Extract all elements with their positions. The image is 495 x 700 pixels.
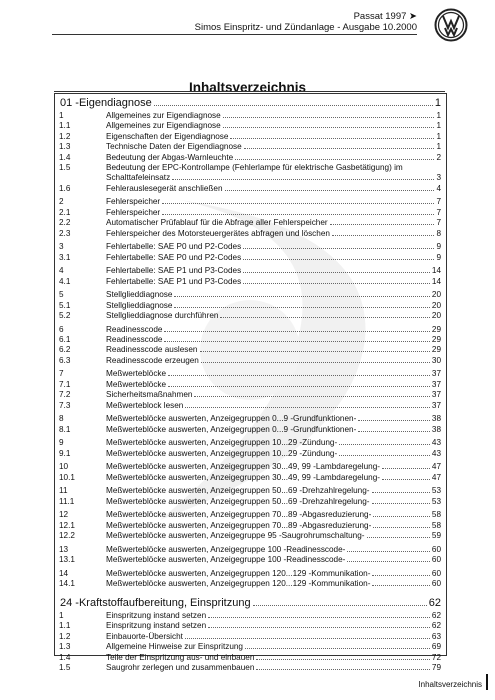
- toc-number: 1.1: [59, 121, 71, 131]
- toc-label: Schalttafeleinsatz: [106, 173, 171, 183]
- toc-number: 14: [59, 568, 69, 578]
- toc-number: 1.1: [59, 621, 71, 631]
- toc-page-number: 58: [431, 510, 441, 520]
- toc-number: 1.2: [59, 631, 71, 641]
- toc-number: 13: [59, 544, 69, 554]
- toc-entry[interactable]: [59, 544, 441, 554]
- toc-number: 5.2: [59, 311, 71, 320]
- toc-label: Meßwerteblöcke auswerten, Anzeigegruppen 10...29 -Zündung-: [106, 448, 338, 458]
- toc-label: Saugrohr zerlegen und zusammenbauen: [106, 663, 255, 672]
- toc-number: 1.6: [59, 183, 71, 193]
- toc-page-number: 53: [431, 496, 441, 506]
- footer-label: Inhaltsverzeichnis: [418, 680, 482, 689]
- toc-leader: [339, 443, 430, 445]
- header-subtitle: Simos Einspritz- und Zündanlage - Ausgabe 10.2000: [194, 22, 417, 33]
- toc-label: Meßwerteblöcke auswerten, Anzeigegruppen 10...29 -Zündung-: [106, 438, 338, 448]
- toc-entry[interactable]: [59, 242, 441, 252]
- toc-leader: [208, 616, 430, 618]
- toc-page-number: 43: [431, 448, 441, 458]
- toc-number: 11.1: [59, 496, 75, 506]
- toc-leader: [174, 295, 429, 297]
- toc-entry[interactable]: [59, 510, 441, 520]
- toc-label: Fehlertabelle: SAE P0 und P2-Codes: [106, 242, 242, 252]
- toc-entry[interactable]: [59, 276, 441, 286]
- toc-leader: [168, 374, 430, 376]
- toc-number: 9.1: [59, 448, 71, 458]
- toc-label: Meßwerteblöcke auswerten, Anzeigegruppe 100 -Readinesscode-: [106, 555, 346, 564]
- toc-label: Bedeutung der Abgas-Warnleuchte: [106, 152, 234, 162]
- toc-leader: [185, 637, 430, 639]
- toc-leader: [223, 116, 435, 118]
- toc-page-number: 20: [431, 300, 441, 310]
- toc-leader: [174, 306, 429, 308]
- toc-number: 5.1: [59, 300, 71, 310]
- toc-number: 1.4: [59, 152, 71, 162]
- toc-number: 12: [59, 510, 69, 520]
- toc-number: 1.5: [59, 163, 71, 172]
- toc-entry[interactable]: [59, 152, 441, 162]
- toc-entry[interactable]: [59, 290, 441, 300]
- toc-label: Readinesscode erzeugen: [106, 355, 199, 365]
- toc-leader: [164, 340, 429, 342]
- toc-leader: [200, 350, 430, 352]
- toc-entry[interactable]: [59, 379, 441, 389]
- toc-label: Meßwerteblöcke auswerten, Anzeigegruppen 120...129 -Kommunikation-: [106, 568, 371, 578]
- toc-entry[interactable]: [59, 400, 441, 410]
- toc-entry[interactable]: [59, 311, 441, 320]
- toc-entry[interactable]: [59, 345, 441, 355]
- toc-number: 2.1: [59, 207, 71, 217]
- toc-page-number: 2: [436, 152, 441, 162]
- toc-leader: [372, 502, 430, 504]
- toc-label: Meßwerteblöcke auswerten, Anzeigegruppe 95 -Saugrohrumschaltung-: [106, 531, 365, 540]
- toc-label: Meßwerteblöcke auswerten, Anzeigegruppen 70...89 -Abgasreduzierung-: [106, 520, 372, 530]
- toc-number: 1: [59, 111, 64, 120]
- toc-entry[interactable]: [59, 579, 441, 588]
- toc-number: 10: [59, 462, 69, 472]
- toc-number: 7.3: [59, 400, 71, 410]
- toc-label: Readinesscode: [106, 324, 163, 334]
- toc-leader: [243, 271, 430, 273]
- toc-page-number: 47: [431, 462, 441, 472]
- toc-label: Meßwerteblöcke auswerten, Anzeigegruppen 0...9 -Grundfunktionen-: [106, 414, 357, 424]
- toc-number: 7.1: [59, 379, 71, 389]
- toc-leader: [256, 668, 430, 670]
- toc-label: Meßwerteblöcke auswerten, Anzeigegruppen 50...69 -Drehzahlregelung-: [106, 486, 370, 496]
- toc-entry[interactable]: [59, 568, 441, 578]
- page-title: Inhaltsverzeichnis: [188, 80, 307, 95]
- toc-page-number: 53: [431, 486, 441, 496]
- toc-leader: [172, 178, 434, 180]
- toc-entry[interactable]: [59, 611, 441, 620]
- toc-number: 1.3: [59, 642, 71, 652]
- toc-leader: [208, 626, 430, 628]
- toc-page-number: 62: [428, 597, 441, 609]
- toc-entry[interactable]: [59, 531, 441, 540]
- toc-label: Bedeutung der EPC-Kontrollampe (Fehlerlampe für elektrische Gasbetätigung) im: [106, 163, 403, 172]
- toc-label: Meßwerteblöcke auswerten, Anzeigegruppen 120...129 -Kommunikation-: [106, 579, 371, 588]
- toc-number: 01 -: [60, 97, 79, 109]
- toc-entry[interactable]: [59, 652, 441, 662]
- toc-page-number: 37: [431, 369, 441, 379]
- toc-leader: [162, 213, 434, 215]
- toc-label: Stellglieddiagnose: [106, 300, 173, 310]
- title-divider: [54, 91, 445, 92]
- toc-page-number: 9: [436, 252, 441, 262]
- toc-entry[interactable]: [59, 335, 441, 344]
- toc-entry[interactable]: [59, 555, 441, 564]
- toc-page-number: 7: [436, 207, 441, 217]
- toc-number: 12.2: [59, 531, 75, 540]
- toc-page-number: 63: [431, 631, 441, 641]
- toc-leader: [382, 478, 430, 480]
- header-title: Passat 1997 ➤: [353, 11, 417, 22]
- toc-label: Fehlertabelle: SAE P1 und P3-Codes: [106, 276, 242, 286]
- toc-number: 4: [59, 266, 64, 276]
- toc-page-number: 9: [436, 242, 441, 252]
- toc-number: 3: [59, 242, 64, 252]
- toc-entry[interactable]: [59, 631, 441, 641]
- toc-entry[interactable]: [59, 142, 441, 152]
- toc-page-number: 37: [431, 390, 441, 400]
- toc-entry[interactable]: [59, 424, 441, 434]
- toc-entry[interactable]: [59, 414, 441, 424]
- toc-label: Meßwerteblöcke: [106, 379, 167, 389]
- toc-number: 6.3: [59, 355, 71, 365]
- toc-number: 2: [59, 197, 64, 207]
- toc-entry[interactable]: [59, 197, 441, 207]
- toc-page-number: 4: [436, 183, 441, 193]
- toc-label: Fehlerspeicher: [106, 207, 161, 217]
- toc-entry[interactable]: [59, 642, 441, 652]
- toc-page-number: 58: [431, 520, 441, 530]
- toc-page-number: 1: [436, 142, 441, 152]
- toc-chapter[interactable]: [60, 597, 441, 609]
- toc-label: Fehlerspeicher des Motorsteuergerätes abfragen und löschen: [106, 228, 330, 238]
- toc-leader: [201, 361, 430, 363]
- toc-leader: [243, 258, 434, 260]
- toc-page-number: 60: [431, 579, 441, 588]
- toc-leader: [244, 147, 435, 149]
- vw-logo-icon: [434, 8, 468, 42]
- toc-page-number: 43: [431, 438, 441, 448]
- toc-page-number: 62: [431, 621, 441, 631]
- header-divider: [52, 34, 417, 35]
- toc-page-number: 72: [431, 652, 441, 662]
- toc-leader: [367, 536, 430, 538]
- toc-number: 2.3: [59, 228, 71, 238]
- toc-leader: [154, 104, 433, 106]
- toc-page-number: 62: [431, 611, 441, 620]
- toc-entry[interactable]: [59, 520, 441, 530]
- toc-number: 8: [59, 414, 64, 424]
- toc-number: 1: [59, 611, 64, 620]
- toc-page-number: 14: [431, 266, 441, 276]
- toc-leader: [339, 454, 430, 456]
- toc-entry[interactable]: [59, 369, 441, 379]
- toc-leader: [220, 316, 429, 318]
- toc-number: 3.1: [59, 252, 71, 262]
- toc-label: Meßwerteblöcke auswerten, Anzeigegruppen 50...69 -Drehzahlregelung-: [106, 496, 370, 506]
- toc-number: 2.2: [59, 218, 71, 228]
- toc-page-number: 14: [431, 276, 441, 286]
- toc-chapter[interactable]: [60, 97, 441, 109]
- toc-page-number: 29: [431, 335, 441, 344]
- toc-leader: [372, 491, 430, 493]
- toc-leader: [347, 550, 429, 552]
- toc-label: Fehlerauslesegerät anschließen: [106, 183, 223, 193]
- toc-page-number: 47: [431, 472, 441, 482]
- toc-entry[interactable]: [59, 324, 441, 334]
- toc-leader: [194, 395, 429, 397]
- toc-entry[interactable]: [59, 472, 441, 482]
- toc-page-number: 20: [431, 290, 441, 300]
- toc-number: 1.4: [59, 652, 71, 662]
- toc-label: Technische Daten der Eigendiagnose: [106, 142, 242, 152]
- toc-leader: [235, 158, 434, 160]
- footer-marker: [486, 674, 488, 690]
- toc-page-number: 69: [431, 642, 441, 652]
- toc-label: Fehlertabelle: SAE P1 und P3-Codes: [106, 266, 242, 276]
- toc-page-number: 60: [431, 568, 441, 578]
- toc-label: Allgemeine Hinweise zur Einspritzung: [106, 642, 243, 652]
- toc-entry[interactable]: [59, 496, 441, 506]
- toc-page-number: 60: [431, 555, 441, 564]
- toc-entry[interactable]: [59, 621, 441, 631]
- toc-leader: [372, 584, 429, 586]
- toc-label: Eigendiagnose: [78, 97, 152, 109]
- toc-page-number: 37: [431, 400, 441, 410]
- toc-entry[interactable]: [59, 131, 441, 141]
- toc-leader: [164, 330, 429, 332]
- toc-number: 11: [59, 486, 68, 496]
- toc-page-number: 79: [431, 663, 441, 672]
- toc-page-number: 59: [431, 531, 441, 540]
- toc-number: 8.1: [59, 424, 71, 434]
- toc-number: 7: [59, 369, 64, 379]
- toc-entry[interactable]: [59, 163, 441, 172]
- toc-entry[interactable]: [59, 111, 441, 120]
- toc-leader: [185, 406, 430, 408]
- toc-leader: [243, 247, 434, 249]
- toc-leader: [373, 515, 430, 517]
- toc-leader: [168, 385, 430, 387]
- toc-leader: [243, 282, 430, 284]
- toc-leader: [256, 658, 430, 660]
- toc-label: Meßwerteblöcke auswerten, Anzeigegruppen 30...49, 99 -Lambdaregelung-: [106, 462, 380, 472]
- toc-entry[interactable]: [59, 252, 441, 262]
- toc-entry[interactable]: [59, 448, 441, 458]
- toc-number: 12.1: [59, 520, 75, 530]
- toc-label: Eigenschaften der Eigendiagnose: [106, 131, 229, 141]
- toc-label: Einbauorte-Übersicht: [106, 631, 183, 641]
- toc-label: Einspritzung instand setzen: [106, 611, 207, 620]
- toc-page-number: 38: [431, 414, 441, 424]
- toc-number: 10.1: [59, 472, 75, 482]
- toc-page-number: 7: [436, 218, 441, 228]
- toc-label: Einspritzung instand setzen: [106, 621, 207, 631]
- toc-entry[interactable]: [59, 390, 441, 400]
- toc-leader: [225, 189, 435, 191]
- toc-entry[interactable]: [59, 355, 441, 365]
- toc-number: 9: [59, 438, 64, 448]
- toc-leader: [358, 430, 430, 432]
- toc-number: 7.2: [59, 390, 71, 400]
- toc-page-number: 1: [436, 121, 441, 131]
- toc-page-number: 7: [436, 197, 441, 207]
- toc-page-number: 1: [434, 97, 441, 109]
- toc-leader: [347, 560, 429, 562]
- toc-page-number: 38: [431, 424, 441, 434]
- toc-leader: [330, 223, 435, 225]
- toc-leader: [245, 647, 430, 649]
- toc-number: 6.1: [59, 335, 71, 344]
- toc-number: 1.5: [59, 663, 71, 672]
- toc-page-number: 20: [431, 311, 441, 320]
- toc-label: Meßwerteblöcke auswerten, Anzeigegruppe 100 -Readinesscode-: [106, 544, 346, 554]
- toc-leader: [332, 234, 435, 236]
- toc-label: Sicherheitsmaßnahmen: [106, 390, 193, 400]
- toc-number: 6.2: [59, 345, 71, 355]
- toc-leader: [253, 604, 427, 606]
- toc-label: Teile der Einspritzung aus- und einbauen: [106, 652, 255, 662]
- toc-label: Allgemeines zur Eigendiagnose: [106, 121, 221, 131]
- toc-page-number: 1: [436, 131, 441, 141]
- toc-label: Meßwerteblöcke: [106, 369, 167, 379]
- toc-leader: [372, 574, 429, 576]
- toc-page-number: 37: [431, 379, 441, 389]
- toc-entry[interactable]: [59, 486, 441, 496]
- toc-entry[interactable]: [59, 183, 441, 193]
- toc-leader: [358, 419, 430, 421]
- toc-leader: [162, 202, 434, 204]
- toc-label: Fehlerspeicher: [106, 197, 161, 207]
- toc-entry[interactable]: [59, 462, 441, 472]
- toc-label: Meßwerteblöcke auswerten, Anzeigegruppen 0...9 -Grundfunktionen-: [106, 424, 357, 434]
- toc-number: 14.1: [59, 579, 75, 588]
- toc-label: Readinesscode auslesen: [106, 345, 198, 355]
- toc-label: Meßwerteblöcke auswerten, Anzeigegruppen 30...49, 99 -Lambdaregelung-: [106, 472, 380, 482]
- toc-entry[interactable]: [59, 228, 441, 238]
- toc-label: Meßwerteblöcke auswerten, Anzeigegruppen 70...89 -Abgasreduzierung-: [106, 510, 372, 520]
- toc-leader: [382, 467, 430, 469]
- toc-leader: [373, 526, 430, 528]
- toc-page-number: 1: [436, 111, 441, 120]
- toc-leader: [223, 126, 435, 128]
- toc-number: 1.3: [59, 142, 71, 152]
- toc-entry[interactable]: [59, 207, 441, 217]
- toc-page-number: 29: [431, 324, 441, 334]
- toc-number: 1.2: [59, 131, 71, 141]
- toc-page-number: 60: [431, 544, 441, 554]
- toc-label: Stellglieddiagnose: [106, 290, 173, 300]
- toc-page-number: 30: [431, 355, 441, 365]
- toc-number: 5: [59, 290, 64, 300]
- toc-label: Meßwerteblock lesen: [106, 400, 184, 410]
- toc-label: Allgemeines zur Eigendiagnose: [106, 111, 221, 120]
- toc-entry[interactable]: [106, 173, 441, 182]
- toc-label: Fehlertabelle: SAE P0 und P2-Codes: [106, 252, 242, 262]
- toc-number: 4.1: [59, 276, 71, 286]
- toc-leader: [230, 137, 434, 139]
- toc-label: Readinesscode: [106, 335, 163, 344]
- toc-number: 6: [59, 324, 64, 334]
- toc-label: Stellglieddiagnose durchführen: [106, 311, 219, 320]
- toc-entry[interactable]: [59, 121, 441, 131]
- toc-page-number: 8: [436, 228, 441, 238]
- toc-number: 13.1: [59, 555, 75, 564]
- toc-entry[interactable]: [59, 300, 441, 310]
- toc-page-number: 29: [431, 345, 441, 355]
- toc-entry[interactable]: [59, 218, 441, 228]
- toc-entry[interactable]: [59, 663, 441, 672]
- toc-number: 24 -: [60, 597, 79, 609]
- toc-label: Kraftstoffaufbereitung, Einspritzung: [78, 597, 251, 609]
- toc-label: Automatischer Prüfablauf für die Abfrage aller Fehlerspeicher: [106, 218, 328, 228]
- toc-entry[interactable]: [59, 266, 441, 276]
- toc-page-number: 3: [436, 173, 441, 183]
- toc-entry[interactable]: [59, 438, 441, 448]
